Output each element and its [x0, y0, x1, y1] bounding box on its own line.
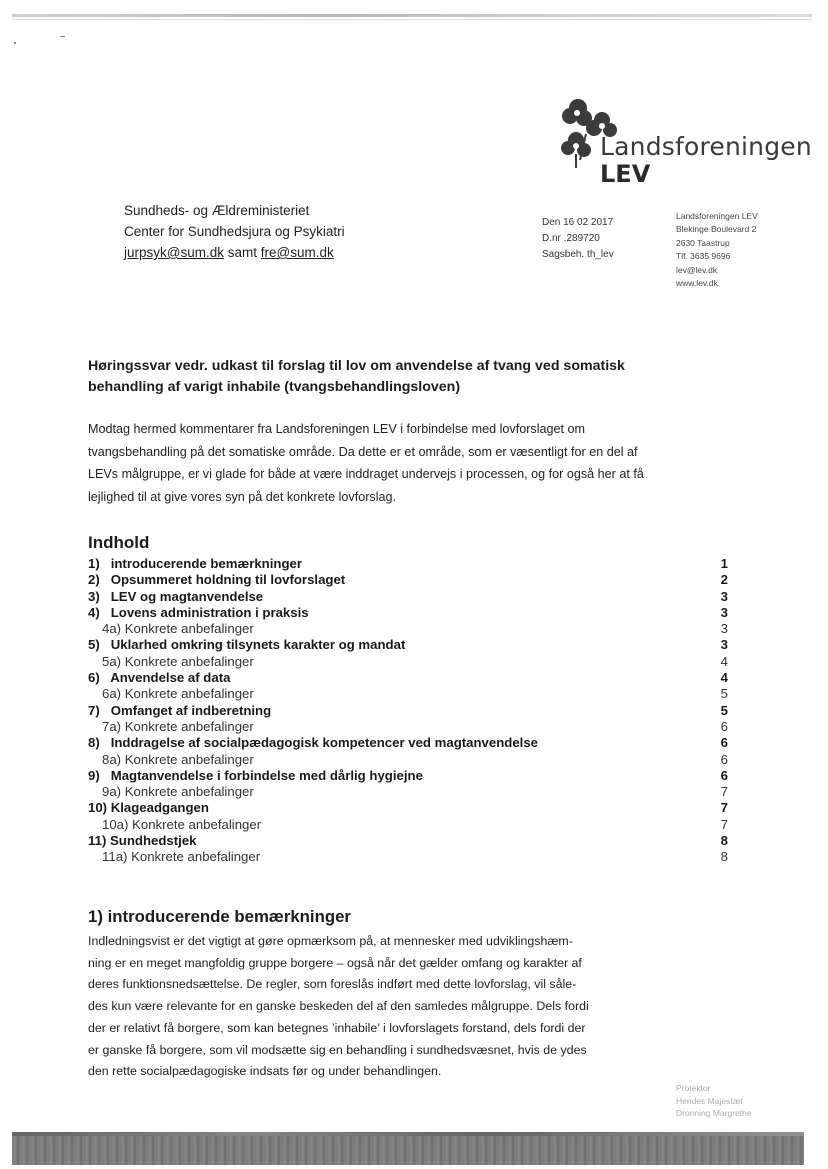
- recipient-line-1: Sundheds- og Ældreministeriet: [124, 203, 310, 218]
- toc-item-label: 2) Opsummeret holdning til lovforslaget: [88, 572, 346, 588]
- recipient-line-2: Center for Sundhedsjura og Psykiatri: [124, 224, 345, 239]
- intro-paragraph: Modtag hermed kommentarer fra Landsforeningen LEV i forbindelse med lovforslaget om tvangsbehandling på det somatiske område. Da dette er et område, som er væsentligt for en del af LEVs målgruppe, er vi glade for både at være inddraget undervejs i processen, og for også her at få lejlighed til at give vores syn på det konkrete lovforslag.: [88, 422, 644, 504]
- toc-item-label: 11a) Konkrete anbefalinger: [102, 849, 261, 865]
- recipient-emails: [124, 242, 345, 263]
- recipient-block: [124, 200, 345, 263]
- toc-item[interactable]: [88, 784, 728, 800]
- scan-artifact-bottom: [12, 1135, 804, 1165]
- toc-item-label: 10) Klageadgangen: [88, 800, 209, 816]
- toc-item-label: 6) Anvendelse af data: [88, 670, 231, 686]
- toc-item-label: 8) Inddragelse af socialpædagogisk kompetencer ved magtanvendelse: [88, 735, 538, 751]
- logo-name: Landsforeningen: [600, 132, 812, 161]
- scan-speck: [14, 42, 16, 44]
- sender-email[interactable]: lev@lev.dk: [676, 264, 718, 275]
- toc-item-page: 6: [720, 735, 728, 751]
- toc-item-label: 11) Sundhedstjek: [88, 833, 197, 849]
- table-of-contents: [88, 556, 728, 866]
- toc-item-page: 3: [720, 604, 728, 620]
- document-meta: [542, 215, 614, 263]
- body-line: ning er en meget mangfoldig gruppe borgere – også når det gælder omfang og karakter af: [88, 955, 582, 970]
- toc-item-page: 8: [720, 833, 728, 849]
- toc-title: Indhold: [88, 533, 150, 552]
- toc-item-page: 5: [720, 702, 728, 718]
- sender-phone: Tlf. 3635 9696: [676, 251, 731, 262]
- toc-item[interactable]: [88, 637, 728, 653]
- section-body: [88, 931, 636, 1083]
- sender-address: [676, 210, 758, 290]
- toc-item-page: 3: [720, 588, 728, 604]
- toc-item[interactable]: [88, 605, 728, 621]
- toc-item-label: 1) introducerende bemærkninger: [88, 556, 302, 571]
- section-heading: 1) introducerende bemærkninger: [88, 907, 351, 926]
- body-line: Indledningsvist er det vigtigt at gøre opmærksom på, at mennesker med udviklingshæm-: [88, 934, 573, 948]
- logo-sub: LEV: [600, 160, 651, 188]
- toc-item[interactable]: [88, 719, 728, 735]
- toc-item-label: 4) Lovens administration i praksis: [88, 604, 309, 620]
- toc-item-page: 8: [720, 849, 728, 865]
- recipient-email-joiner: samt: [223, 245, 261, 260]
- toc-item[interactable]: [88, 686, 728, 702]
- meta-date: Den 16 02 2017: [542, 217, 614, 228]
- toc-item-page: 4: [720, 670, 728, 686]
- toc-item-page: 6: [720, 767, 728, 783]
- toc-item[interactable]: [88, 670, 728, 686]
- toc-item-label: 4a) Konkrete anbefalinger: [102, 621, 254, 637]
- body-line: den rette socialpædagogiske indsats før og under behandlingen.: [88, 1064, 442, 1079]
- toc-item-label: 3) LEV og magtanvendelse: [88, 588, 264, 604]
- toc-item-label: 7a) Konkrete anbefalinger: [102, 718, 254, 734]
- toc-item[interactable]: [88, 817, 728, 833]
- body-line: der er relativt få borgere, som kan betegnes ’inhabile’ i lovforslagets forstand, dels fordi der: [88, 1020, 586, 1035]
- toc-item[interactable]: [88, 735, 728, 751]
- toc-item-page: 7: [720, 800, 728, 816]
- toc-item[interactable]: [88, 654, 728, 670]
- scan-speck: [60, 36, 65, 37]
- toc-item-page: 2: [720, 572, 728, 588]
- patron-line-1: Protektor: [676, 1083, 711, 1093]
- body-line: er ganske få borgere, som vil modsætte sig en behandling i sundhedsvæsnet, hvis de ydes: [88, 1042, 587, 1057]
- scan-artifact-top: [12, 14, 812, 17]
- toc-item-label: 8a) Konkrete anbefalinger: [102, 751, 254, 767]
- toc-item[interactable]: [88, 589, 728, 605]
- toc-item[interactable]: [88, 556, 728, 572]
- sender-web[interactable]: www.lev.dk: [676, 278, 718, 289]
- sender-street: Blekinge Boulevard 2: [676, 224, 757, 235]
- toc-item[interactable]: [88, 833, 728, 849]
- toc-item-label: 7) Omfanget af indberetning: [88, 702, 272, 718]
- toc-item-label: 10a) Konkrete anbefalinger: [102, 816, 262, 832]
- scan-artifact-top-thin: [12, 19, 812, 20]
- toc-item-label: 5a) Konkrete anbefalinger: [102, 653, 254, 669]
- sender-city: 2630 Taastrup: [676, 237, 730, 248]
- meta-handler: Sagsbeh. th_lev: [542, 249, 614, 260]
- toc-item-page: 3: [720, 621, 728, 637]
- toc-item-label: 5) Uklarhed omkring tilsynets karakter og mandat: [88, 637, 406, 653]
- patron-line-3: Dronning Margrethe: [676, 1108, 752, 1118]
- toc-item-label: 9) Magtanvendelse i forbindelse med dårlig hygiejne: [88, 767, 423, 783]
- lev-logo: [556, 94, 812, 188]
- body-line: deres funktionsnedsættelse. De regler, som foreslås indført med dette lovforslag, vil såle-: [88, 977, 577, 992]
- recipient-email-link-2[interactable]: fre@sum.dk: [260, 245, 334, 260]
- toc-item-page: 1: [720, 556, 728, 571]
- toc-item-label: 6a) Konkrete anbefalinger: [102, 686, 254, 702]
- toc-item-page: 7: [720, 816, 728, 832]
- toc-item[interactable]: [88, 752, 728, 768]
- toc-item-page: 6: [720, 751, 728, 767]
- recipient-email-link-1[interactable]: jurpsyk@sum.dk: [124, 245, 224, 260]
- toc-item[interactable]: [88, 768, 728, 784]
- toc-item-page: 4: [720, 653, 728, 669]
- toc-item-page: 6: [720, 718, 728, 734]
- toc-item-page: 5: [720, 686, 728, 702]
- patron-line-2: Hendes Majestæt: [676, 1095, 743, 1106]
- toc-item-page: 3: [720, 637, 728, 653]
- toc-item-page: 7: [720, 784, 728, 800]
- toc-item[interactable]: [88, 621, 728, 637]
- toc-item[interactable]: [88, 800, 728, 816]
- toc-item[interactable]: [88, 849, 728, 865]
- meta-case-number: D.nr .289720: [542, 233, 600, 244]
- toc-item-label: 9a) Konkrete anbefalinger: [102, 784, 254, 800]
- toc-item[interactable]: [88, 572, 728, 588]
- toc-item[interactable]: [88, 703, 728, 719]
- body-line: des kun være relevante for en ganske beskeden del af den samledes målgruppe. Dels fordi: [88, 999, 589, 1014]
- document-subject: Høringssvar vedr. udkast til forslag til lov om anvendelse af tvang ved somatisk behandling af varigt inhabile (tvangsbehandlingsloven): [88, 358, 625, 395]
- patron-block: [676, 1082, 752, 1120]
- sender-org: Landsforeningen LEV: [676, 211, 758, 221]
